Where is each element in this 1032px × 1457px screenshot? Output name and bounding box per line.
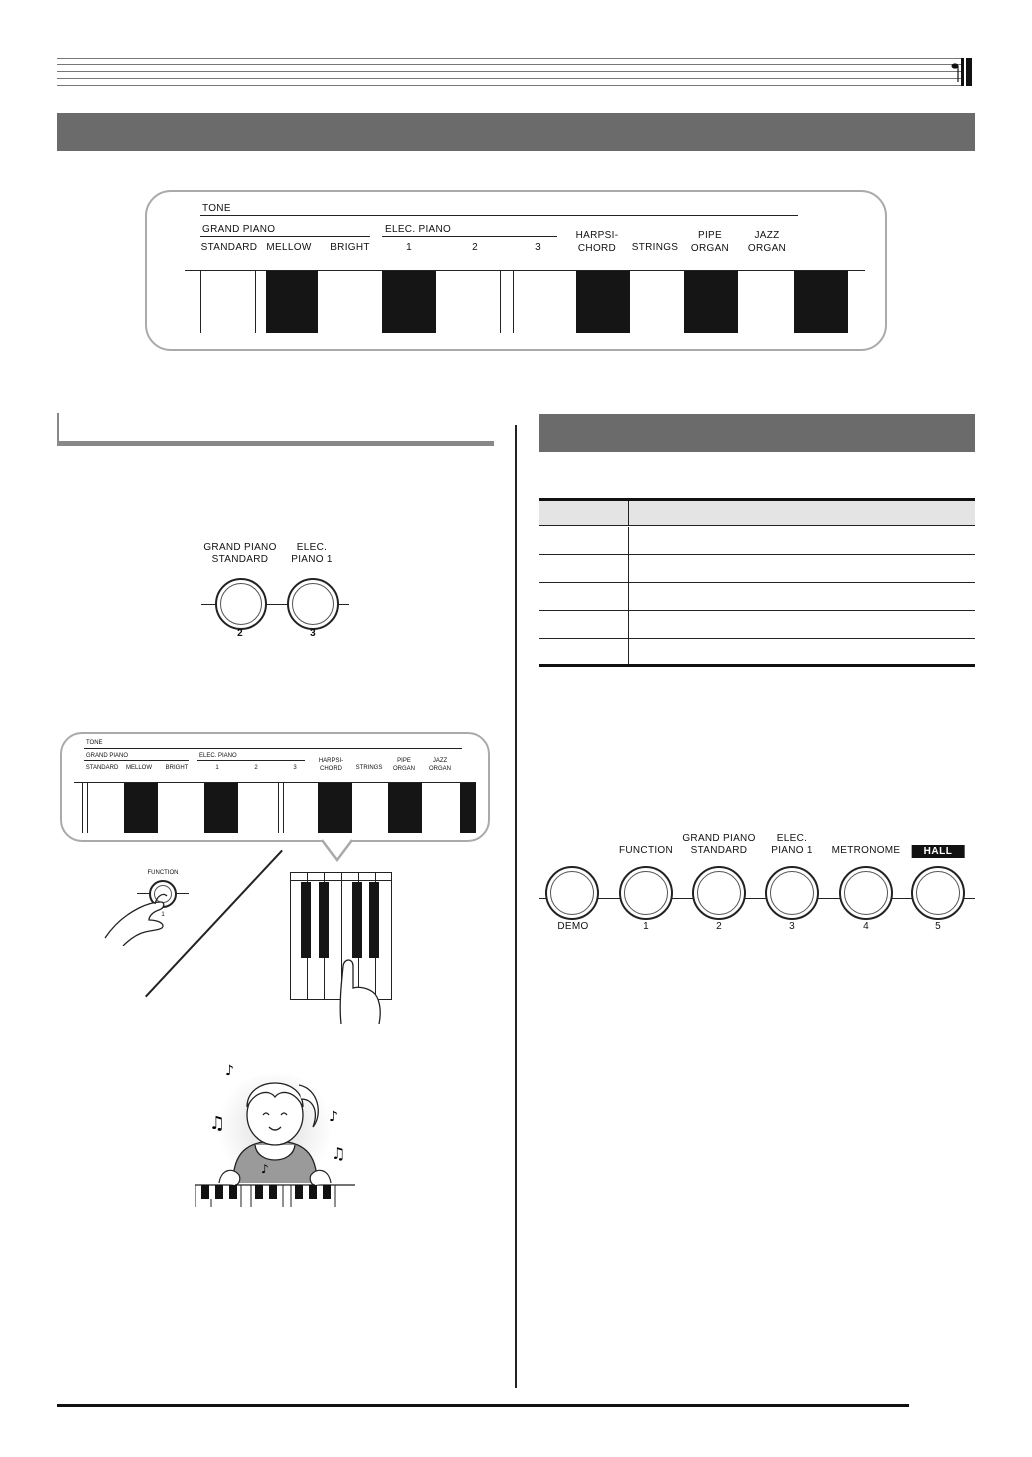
- section-heading-bar: [57, 113, 975, 151]
- group-label-grand-piano: GRAND PIANO: [202, 224, 276, 235]
- button-number-demo: DEMO: [557, 921, 589, 932]
- grand-piano-standard-button[interactable]: [215, 578, 267, 630]
- table-row: [539, 611, 975, 639]
- hand-icon: [103, 886, 183, 946]
- tone-section-label: TONE: [86, 740, 103, 746]
- piano-key[interactable]: [576, 271, 630, 333]
- button-label: ELEC. PIANO 1: [291, 542, 333, 565]
- subsection-heading-right: [539, 414, 975, 452]
- subsection-heading-left: [57, 413, 494, 446]
- tone-label-strings: STRINGS: [631, 242, 679, 253]
- button-number-4: 4: [863, 921, 869, 932]
- column-divider: [515, 425, 517, 1388]
- group-label-grand-piano: GRAND PIANO: [86, 753, 129, 759]
- note-icon: [951, 62, 961, 72]
- function-press-illustration: [95, 862, 395, 1027]
- button-number: 2: [237, 628, 243, 639]
- button-label-metronome: METRONOME: [831, 845, 901, 856]
- svg-text:♪: ♪: [329, 1109, 338, 1125]
- tone-label-harpsichord: HARPSI- CHORD: [318, 758, 344, 772]
- button-label-elec-piano-1: ELEC. PIANO 1: [771, 833, 813, 856]
- piano-key[interactable]: [204, 783, 238, 833]
- table-row: [539, 639, 975, 667]
- hall-button[interactable]: [911, 866, 965, 920]
- piano-key[interactable]: [382, 271, 436, 333]
- tone-label-elec-1: 1: [215, 765, 219, 771]
- svg-text:♫: ♫: [331, 1144, 346, 1163]
- table-row: [539, 583, 975, 611]
- small-tone-panel: [60, 732, 490, 862]
- button-row-panel: [539, 830, 975, 940]
- girl-playing-illustration: [195, 1045, 355, 1210]
- piano-key[interactable]: [278, 783, 284, 833]
- piano-key[interactable]: [301, 882, 311, 958]
- piano-key[interactable]: [319, 882, 329, 958]
- button-label-grand-piano-standard: GRAND PIANO STANDARD: [682, 833, 756, 856]
- keyboard-strip: [200, 271, 860, 333]
- tone-label-pipe-organ: PIPE ORGAN: [690, 230, 730, 254]
- tone-label-harpsichord: HARPSI- CHORD: [575, 230, 619, 254]
- tone-label-jazz-organ: JAZZ ORGAN: [747, 230, 787, 254]
- piano-key[interactable]: [82, 783, 88, 833]
- group-label-elec-piano: ELEC. PIANO: [199, 753, 237, 759]
- piano-key[interactable]: [460, 783, 476, 833]
- tone-label-elec-3: 3: [293, 765, 297, 771]
- piano-key[interactable]: [318, 783, 352, 833]
- tone-label-jazz-organ: JAZZ ORGAN: [428, 758, 452, 772]
- demo-button[interactable]: [545, 866, 599, 920]
- tone-label-bright: BRIGHT: [330, 242, 370, 253]
- svg-text:♪: ♪: [261, 1162, 269, 1176]
- piano-key[interactable]: [124, 783, 158, 833]
- tone-section-label: TONE: [202, 203, 231, 214]
- tone-label-mellow: MELLOW: [266, 242, 312, 253]
- piano-key[interactable]: [388, 783, 422, 833]
- button-number-5: 5: [935, 921, 941, 932]
- tone-label-mellow: MELLOW: [125, 765, 153, 771]
- button-label-function: FUNCTION: [618, 845, 674, 856]
- piano-key[interactable]: [684, 271, 738, 333]
- button-number: 3: [310, 628, 316, 639]
- footer-rule: [57, 1404, 909, 1407]
- tone-label-strings: STRINGS: [355, 765, 383, 771]
- function-number: 1: [161, 912, 165, 918]
- finger-icon: [335, 946, 385, 1026]
- tone-label-pipe-organ: PIPE ORGAN: [392, 758, 416, 772]
- hall-badge: HALL: [912, 845, 965, 858]
- svg-text:♫: ♫: [209, 1113, 226, 1134]
- tone-label-standard: STANDARD: [200, 242, 258, 253]
- tone-label-bright: BRIGHT: [165, 765, 189, 771]
- tone-label-elec-1: 1: [406, 242, 412, 253]
- tone-label-standard: STANDARD: [85, 765, 119, 771]
- keyboard-strip: [82, 783, 476, 833]
- button-number-2: 2: [716, 921, 722, 932]
- elec-piano-1-button[interactable]: [765, 866, 819, 920]
- tone-panel: [145, 190, 887, 351]
- svg-text:♪: ♪: [225, 1063, 234, 1079]
- function-button[interactable]: [619, 866, 673, 920]
- button-number-1: 1: [643, 921, 649, 932]
- elec-piano-1-button[interactable]: [287, 578, 339, 630]
- piano-key[interactable]: [266, 271, 318, 333]
- piano-key[interactable]: [794, 271, 848, 333]
- piano-key[interactable]: [500, 271, 514, 333]
- page-header-staff: [57, 58, 975, 86]
- group-label-elec-piano: ELEC. PIANO: [385, 224, 452, 235]
- button-number-3: 3: [789, 921, 795, 932]
- table-row: [539, 527, 975, 555]
- grand-piano-standard-button[interactable]: [692, 866, 746, 920]
- table-row: [539, 555, 975, 583]
- tone-label-elec-2: 2: [472, 242, 478, 253]
- metronome-button[interactable]: [839, 866, 893, 920]
- button-label: GRAND PIANO STANDARD: [203, 542, 277, 565]
- tone-label-elec-3: 3: [535, 242, 541, 253]
- two-button-panel: [195, 538, 355, 643]
- tone-label-elec-2: 2: [254, 765, 258, 771]
- piano-key[interactable]: [200, 271, 256, 333]
- table-header-row: [539, 501, 975, 526]
- function-label: FUNCTION: [147, 870, 179, 876]
